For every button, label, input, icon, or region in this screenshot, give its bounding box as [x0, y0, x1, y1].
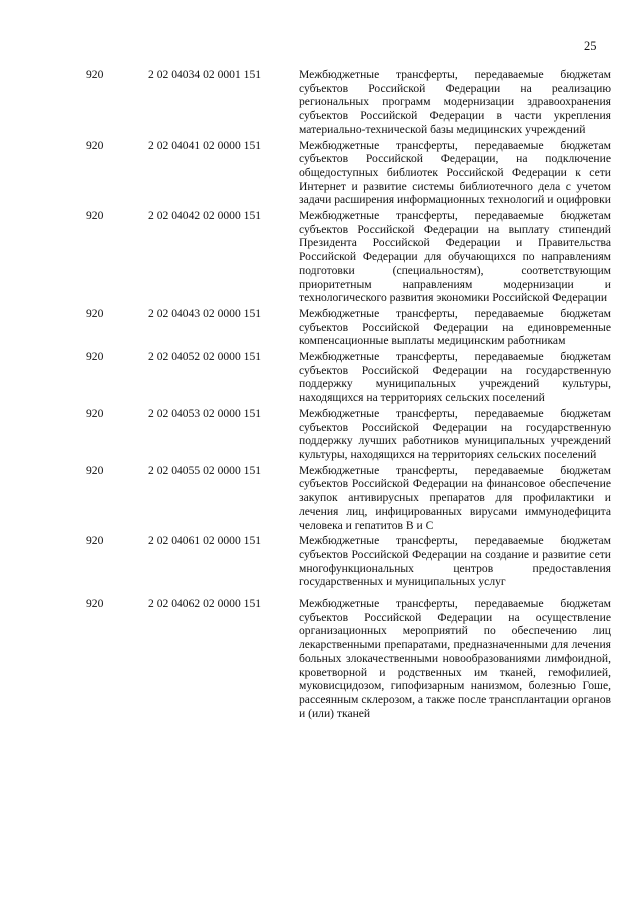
table-row [0, 407, 640, 462]
budget-classification-code: 2 02 04042 02 0000 151 [148, 209, 262, 223]
admin-code: 920 [86, 68, 104, 81]
revenue-description: Межбюджетные трансферты, передаваемые бюджетам субъектов Российской Федерации на создание и развитие сети многофункциональных центров предоставления государственных и муниципальных услуг [299, 534, 611, 589]
table-row [0, 534, 640, 589]
revenue-description: Межбюджетные трансферты, передаваемые бюджетам субъектов Российской Федерации, на подключение общедоступных библиотек Российской Федерации к сети Интернет и развитие системы библиотечного дела с учетом задачи расширения информационных технологий и оцифровки [299, 138, 611, 207]
admin-code: 920 [86, 209, 104, 223]
table-row [0, 209, 640, 305]
revenue-description: Межбюджетные трансферты, передаваемые бюджетам субъектов Российской Федерации на выплату стипендий Президента Российской Федерации и Правительства Российской Федерации для обучающихся по направлениям подготовки (специальностям), соответствующим приоритетным направлениям модернизации и технологического развития экономики Российской Федерации [299, 209, 611, 305]
budget-codes-table [0, 68, 640, 720]
budget-classification-code: 2 02 04041 02 0000 151 [148, 138, 262, 152]
budget-classification-code: 2 02 04034 02 0001 151 [148, 68, 262, 81]
revenue-description: Межбюджетные трансферты, передаваемые бюджетам субъектов Российской Федерации на государственную поддержку муниципальных учреждений культуры, находящихся на территориях сельских поселений [299, 350, 611, 405]
table-row [0, 139, 640, 208]
table-row [0, 68, 640, 137]
admin-code: 920 [86, 350, 104, 364]
revenue-description: Межбюджетные трансферты, передаваемые бюджетам субъектов Российской Федерации на реализацию региональных программ модернизации здравоохранения субъектов Российской Федерации в части укрепления материально-технической базы медицинских учреждений [299, 68, 611, 136]
table-row [0, 307, 640, 348]
admin-code: 920 [86, 138, 104, 152]
table-row [0, 464, 640, 533]
revenue-description: Межбюджетные трансферты, передаваемые бюджетам субъектов Российской Федерации на государственную поддержку лучших работников муниципальных учреждений культуры, находящихся на территориях сельских поселений [299, 406, 611, 461]
admin-code: 920 [86, 306, 104, 320]
admin-code: 920 [86, 597, 104, 611]
budget-classification-code: 2 02 04043 02 0000 151 [148, 306, 262, 320]
budget-classification-code: 2 02 04052 02 0000 151 [148, 350, 262, 364]
revenue-description: Межбюджетные трансферты, передаваемые бюджетам субъектов Российской Федерации на единовременные компенсационные выплаты медицинским работникам [299, 306, 611, 348]
table-row [0, 597, 640, 720]
revenue-description: Межбюджетные трансферты, передаваемые бюджетам субъектов Российской Федерации на осуществление организационных мероприятий по обеспечению лиц лекарственными препаратами, предназначенными для лечения больных злокачественными новообразованиями лимфоидной, кроветворной и родственных им тканей, гемофилией, муковисцидозом, гипофизарным нанизмом, болезнью Гоше, рассеянным склерозом, а также после трансплантации органов и (или) тканей [299, 597, 611, 720]
admin-code: 920 [86, 406, 104, 420]
budget-classification-code: 2 02 04055 02 0000 151 [148, 463, 262, 477]
budget-classification-code: 2 02 04062 02 0000 151 [148, 597, 262, 611]
budget-classification-code: 2 02 04053 02 0000 151 [148, 406, 262, 420]
page-number: 25 [584, 39, 597, 53]
table-row [0, 350, 640, 405]
revenue-description: Межбюджетные трансферты, передаваемые бюджетам субъектов Российской Федерации на финансовое обеспечение закупок антивирусных препаратов для профилактики и лечения лиц, инфицированных вирусами иммунодефицита человека и гепатитов В и С [299, 463, 611, 532]
admin-code: 920 [86, 534, 104, 548]
admin-code: 920 [86, 463, 104, 477]
budget-classification-code: 2 02 04061 02 0000 151 [148, 534, 262, 548]
